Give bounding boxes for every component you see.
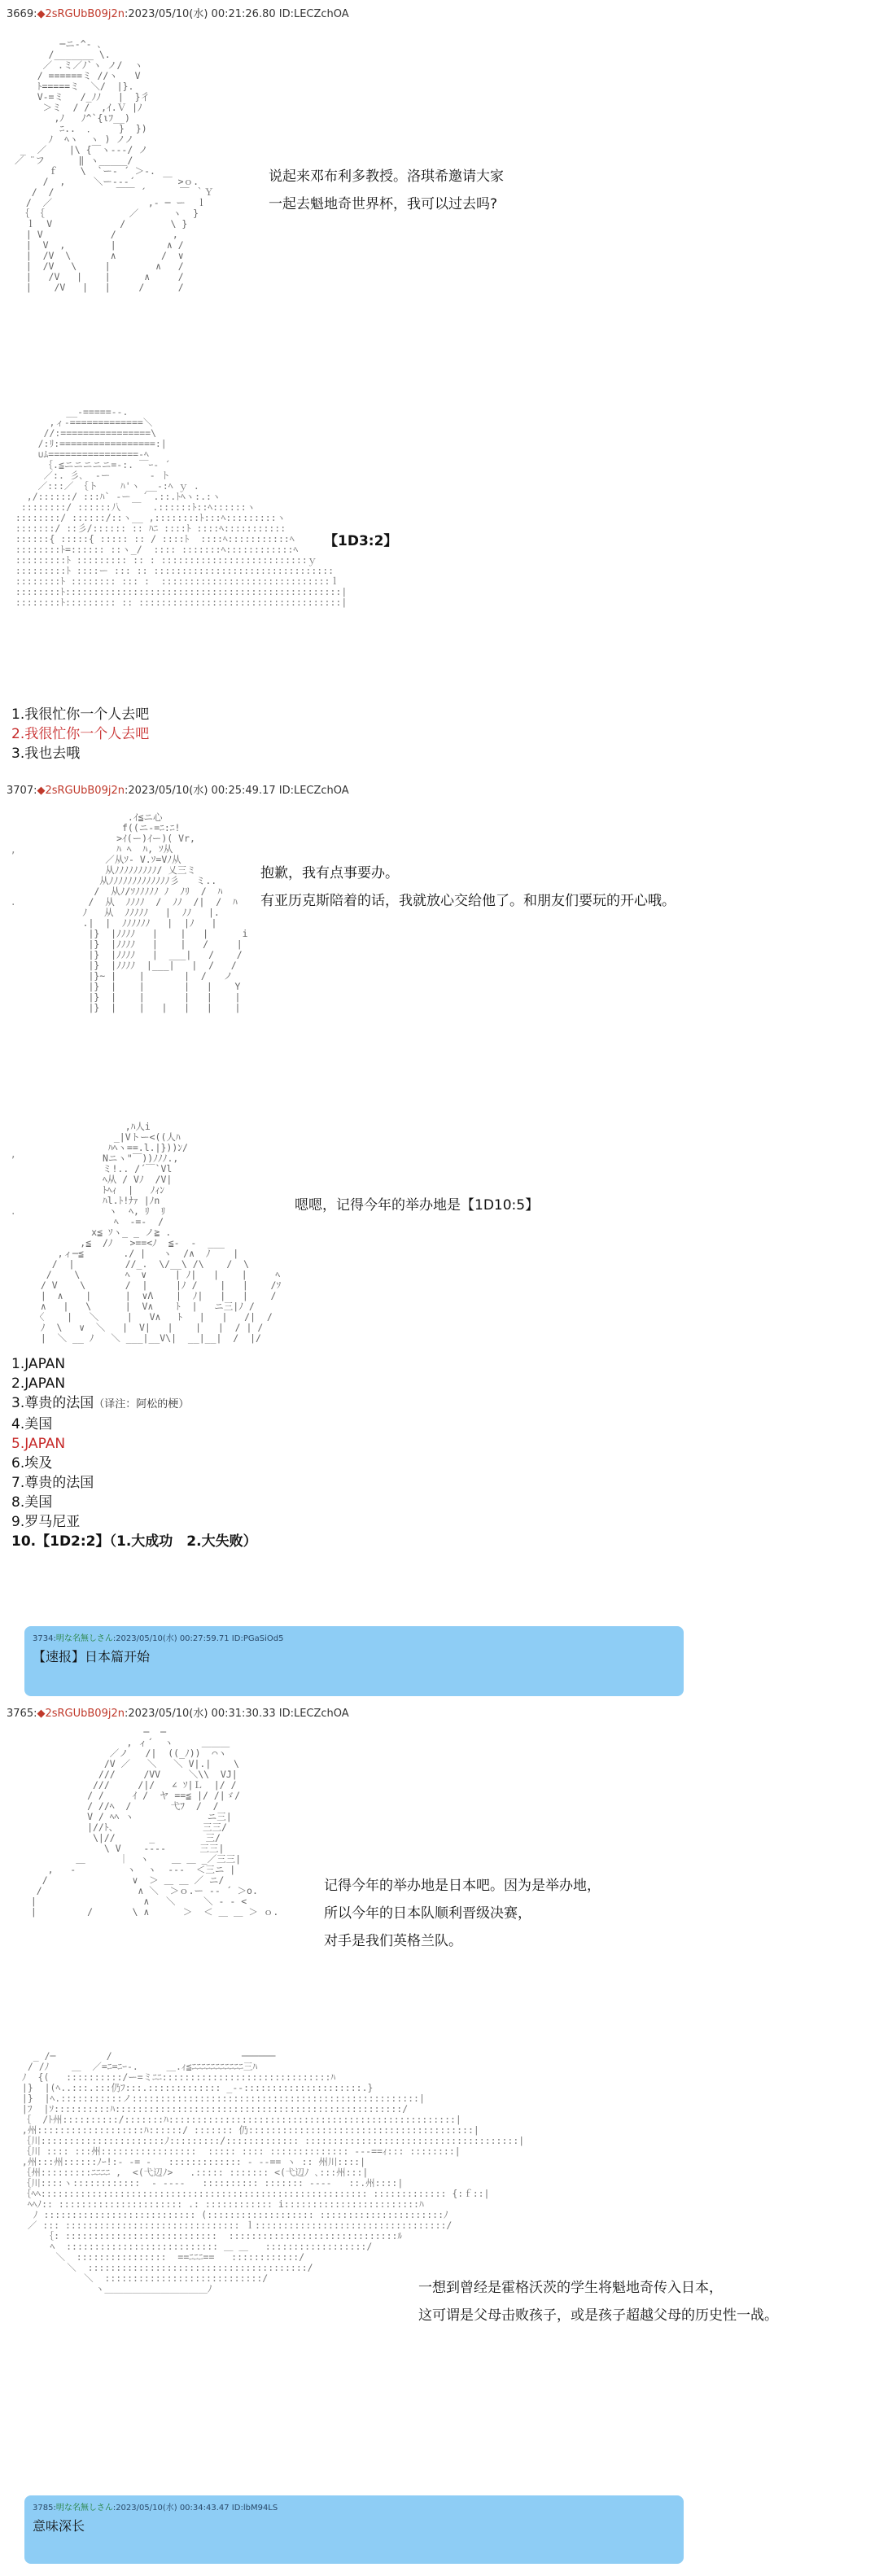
ascii-art-dumbledore-thinking: ─ ─ , ィ´ ヽ ＿＿＿ ／ノ /| ((_ﾉ)) ⌒ヽ /V ／ ＼ ＼ V|.| \ /// /VV ＼\\ VJ| /// /|/ ∠ ｿ|Ｌ |/ / / / ｲ / ヤ ==≦ |/ /|ゞ/ / //ﾍ / 弋ﾌ / / V / ﾍﾍ ヽ ニ三| |//ﾄ、 三三/ \|// _ 三/ \ V ‐‐‐‐ 三三| ＿ ｜ ヽ ＿ ＿ _／三三| , ‐ ヽ ヽ ‐‐‐ ＜三ニ | / ∨ ＞ ＿ ＿ ／ ニ/ / ∧ ＼ ＞ｏ.ー ‐‐ ´ ＞o. | ∧ ＼ ＼ - ‐ < | / \ ∧ ＞ ＜ ＿ ＿ ＞ ｏ. — [30, 1726, 279, 1918]
choice-item-selected: 2.我很忙你一个人去吧 — [11, 726, 150, 742]
reply-box — [24, 1626, 684, 1696]
post-meta: :2023/05/10(水) 00:21:26.80 ID:LECZchOA — [124, 8, 349, 20]
reply-number[interactable]: 3785: — [33, 2504, 56, 2513]
dialogue-block — [260, 859, 676, 915]
dialogue-block — [269, 163, 504, 218]
dialogue-line: 记得今年的举办地是日本吧。因为是举办地， — [324, 1878, 601, 1894]
choice-item: 3.我也去哦 — [11, 746, 81, 762]
dialogue-line: 这可谓是父母击败孩子，或是孩子超越父母的历史性一战。 — [418, 2307, 778, 2324]
reply-box — [24, 2495, 684, 2564]
dialogue-block — [324, 1872, 601, 1955]
tripcode: ◆2sRGUbB09j2n — [37, 1708, 125, 1720]
choice-list — [11, 705, 149, 763]
dialogue-line: 一起去魁地奇世界杯，我可以过去吗? — [269, 196, 498, 212]
choice-item-label: 3.尊贵的法国 — [11, 1395, 94, 1411]
choice-list — [11, 1354, 257, 1551]
post-meta: :2023/05/10(水) 00:31:30.33 ID:LECZchOA — [124, 1708, 349, 1720]
ascii-art-character-closeup: _ /─ / ────── / /ﾉ ＿ ／=ﾆ=ﾆｰ‐. ＿.ｨ≦ﾆﾆﾆﾆﾆﾆﾆﾆﾆﾆﾆ三ﾊ ﾉ {( ::::::::::/ー=ミﾆﾆ::::::::::::::::::::::::::::::ﾊ |} |(ﾍ..:::.:::仍ﾌ:::.::::::::::::: _‐-:::::::::::::::::::::.} |} |ﾍ.:::::::::::ノ:::::::::::::::::::::::::::::::::::::::::::::::::::| |ﾌ |ｿ::::::::::ﾊ:::::::::::::::::::::::::::::::::::::::::::::::::::/ ｛ /ﾄ州::::::::::/:::::::ﾊ:::::::::::::::::::::::::::::::::::::::::::::::::::| ,州:::::::::::::::::::ﾊ::::::/ ::::::: 仍::::::::::::::::::::::::::::::::::::::::| ｛川::::::::::::::::::::::ﾉ:::::::::/::::::::::::: ::::::::::::::::::::::::::::::::::::::| ｛川 :::: :::州::::::::::::::::: ::::: :::: :::::::::::::: ---==ｨ::: ::::::::| ,州:::州::::::ﾉｰ!:- -= ‐ ::::::::::::: ‐ ‐‐== ヽ :: 州川::::| ｛州:::::::::ﾆﾆﾆﾆ , <(弋辺ﾉ> .::::: ::::::: <(弋辺ﾉ ､:::州:::| ｛川::::ヽ:::::::::::: ‐ ---‐ :::::::::: ::::::: ‐‐-- ::.州::::| ｛ﾍﾍ:::::::::::::::::::::::::::::::::::::::::::::::::::::::::: ::::::::::::: {:ｆ::| ﾍﾍﾉ:: :::::::::::::::::::::: .: :::::::::::: i::::::::::::::::::::::::ﾊ ﾉ ::::::::::::::::::::::::::: (::::::::::::::::::: ::::::::::::::::::::::ﾉ ／ ::: ::::::::::::::::::::::::::::::: ｌ::::::::::::::::::::::::::::::::::/ ｛: ::::::::::::::::::::::::::: ::::::::::::::::::::::::::::::ﾙ ﾍ ::::::::::::::::::::::::::: ＿ ＿ ::::::::::::::::::/ ＼ :::::::::::::::: ==ﾆﾆﾆ== ::::::::::::/ ＼ :::::::::::::::::::::::::::::::::::::::/ ＼ ::::::::::::::::::::::::::::/ ヽ＿＿＿＿＿＿＿＿＿＿＿ﾉ — [21, 2050, 525, 2294]
choice-item — [11, 1393, 257, 1415]
choice-item: 10.【1D2:2】（1.大成功 2.大失败） — [11, 1533, 257, 1550]
dialogue-line: 嗯嗯，记得今年的举办地是【1D10:5】 — [295, 1197, 540, 1214]
dialogue-line: 有亚历克斯陪着的话，我就放心交给他了。和朋友们要玩的开心哦。 — [260, 893, 676, 909]
reply-body: 【速报】日本篇开始 — [33, 1649, 151, 1664]
dialogue-line: 抱歉，我有点事要办。 — [260, 865, 399, 881]
choice-item: 8.美国 — [11, 1494, 53, 1511]
dialogue-line: 一想到曾经是霍格沃茨的学生将魁地奇传入日本， — [418, 2280, 723, 2296]
reply-header — [33, 2500, 676, 2513]
choice-item: 1.我很忙你一个人去吧 — [11, 706, 150, 723]
side-mark: . — [11, 895, 15, 908]
reply-body: 意味深长 — [33, 2518, 85, 2534]
choice-item: 4.美国 — [11, 1416, 53, 1432]
reply-name: 明な名無しさん — [55, 2504, 113, 2513]
dialogue-block — [418, 2274, 778, 2329]
choice-item-selected: 5.JAPAN — [11, 1436, 66, 1452]
post-number[interactable]: 3707: — [7, 785, 37, 797]
tripcode: ◆2sRGUbB09j2n — [37, 785, 125, 797]
reply-meta: :2023/05/10(水) 00:34:43.47 ID:lbM94LS — [112, 2504, 278, 2513]
dice-roll-text: 【1D3:2】 — [324, 533, 398, 549]
post-number[interactable]: 3765: — [7, 1708, 37, 1720]
ascii-art-dumbledore-standing: .ｲ≦ニ心 f((ニ-=ﾆ:ﾆ! >ｲ(ー)ｲー)( Vr, ﾊ ﾍ ﾊ, ｿ从 ／从ｿ- V.ｿ=Vﾉ从 从ﾉﾉﾉﾉﾉﾉﾉﾉﾉ/ 乂三ミ 从ﾉﾉﾉﾉﾉﾉﾉﾉﾉﾉﾉﾉﾉ彡 ミ.. / 从ﾉ/ｿﾉﾉﾉﾉﾉ ﾉ ﾉﾘ / ﾊ / 从 ﾉﾉﾉﾉ / ﾉﾉ /| / ﾊ ﾉ 从 ﾉﾉﾉﾉﾉ | ﾉﾉ |. .| | ﾉﾉﾉﾉﾉﾉ | |ﾉ | |} |ﾉﾉﾉﾉ | | | i |} |ﾉﾉﾉﾉ | | / | |} |ﾉﾉﾉﾉ | ___| / / |} |ﾉﾉﾉﾉ |___| | / / |}~ | | | / ノ |} | | | | Y |} | | | | | |} | | | | | | — [82, 811, 248, 1013]
choice-item: 6.埃及 — [11, 1455, 53, 1472]
side-mark: , — [11, 1148, 15, 1161]
dice-result — [324, 527, 397, 555]
choice-item: 1.JAPAN — [11, 1356, 66, 1372]
dialogue-block — [295, 1192, 539, 1219]
post-header — [7, 5, 349, 20]
ascii-art-dumbledore: ─ニ-^‐ ､ /_______ \. ／ .ミ／ﾉ`ヽ ノ/ ヽ / ======ミ //ヽ V ﾄ=====ミ ＼/ |}. V-=ミ /_ﾉﾉ | }彳 ＞ミ / / ,ｲ.Ｖ |ﾉ ,ﾉ ﾉ^`{ιﾌ__) ﾆ.. ． } }) ﾉ ﾍヽ ヽ ) ノノ _ ／ |\ {￣ヽ--‐/ ノ ／ ¨フ ‖ ヽ_____/ ｆ \ `ー‐ ´ ＞-. / , ＼ー--‐´ ￣ >ｏ. / / ￣￣ ´ ￣ ｀Ｙ / ／ ,‐ ─ ー ｌ ｛ ｛ ／ ヽ } ｌ V / \ } | V / , | V , | ∧ / | /V \ ∧ / ∨ | /V \ | ∧ / | /V | | ∧ / | /V | | / / — [15, 38, 214, 293]
tripcode: ◆2sRGUbB09j2n — [37, 8, 125, 20]
ascii-art-character-smile: ,ﾊ人i _|Vトー<((人ﾊ ﾊﾍヽ==.l.|}))ﾝ/ Nニヽ"￣))ﾉﾉﾉ., ミ!.. /´￣`Vl ﾍ从 / Vﾉ /V| ﾄﾍｨ | ﾉｨﾝ ﾊl.ﾄ!ﾅｧ |ﾉn ヽ ﾍ, ﾘ ﾘ ﾍ -=- / x≦ ｿヽ_ _ ノ≧ . ,≦ /ﾉ >==<ﾉ ≦‐ - ___ ,ィ─≦ ./ | ヽ /∧ ﾉ | / | //_. \/__\ /\ / \ / \ ﾍ ∨ | ﾉ| | | ﾍ / V \ / | |ﾉ / | | /ｿ | ∧ | | ∨Λ | ﾉ| | | / ∧ | \ | V∧ ﾄ | ニ三|ﾉ / 〈 | ＼ | V∧ ﾄ | | /| / ﾉ \ ∨ ＼ | V| | | | / | / | ＼ __ ﾉ ＼ ___|__V\| __|__| / |/ — [34, 1121, 282, 1344]
choice-item: 9.罗马尼亚 — [11, 1514, 81, 1530]
post-header — [7, 1704, 349, 1720]
choice-item: 2.JAPAN — [11, 1375, 66, 1392]
reply-meta: :2023/05/10(水) 00:27:59.71 ID:PGaSiOd5 — [112, 1634, 284, 1643]
reply-header — [33, 1631, 676, 1643]
side-mark: , — [11, 843, 15, 856]
post-meta: :2023/05/10(水) 00:25:49.17 ID:LECZchOA — [124, 785, 349, 797]
dialogue-line: 对手是我们英格兰队。 — [324, 1933, 462, 1949]
dialogue-line: 说起来邓布利多教授。洛琪希邀请大家 — [269, 168, 504, 185]
dialogue-line: 所以今年的日本队顺利晋级决赛， — [324, 1905, 531, 1922]
post-header — [7, 781, 349, 797]
reply-name: 明な名無しさん — [55, 1634, 113, 1643]
ascii-art-character-dice: __-=====--. ,ィ-=============＼ //:================\ /:ﾘ:=================:| ∪ﾑ================-ﾍ ｛.≦ニニニニニ=-:. ￣ｰ‐ ´ ／:. 彡､ ‐ー ‐ ト ／:::／ ｛ト ﾊ'ヽ __-:ﾍ ｙ . ,/::::::/ :::ﾊ` ‐ー ´ .::.ﾄﾍヽ:.:ヽ ::::::::/ ::::::八 ￣ .::::::ﾄ::ﾍ::::::ヽ ::::::::/ ::::::/::ヽ__ ,::::::::ﾄ:::ﾍ:::::::::ヽ :::::::/ ::彡/:::::: :: ﾊﾆ ::::ﾄ ::::ﾍ::::::::::: ::::::{ :::::{ ::::: :: / ::::ﾄ ::::ﾍ:::::::::::ﾍ ::::::::ﾄ=:::::: ::ヽ_/ :::: :::::::ﾍ::::::::::::ﾍ :::::::::ﾄ ::::::::: :: : ::::::::::::::::::::::::::ｙ :::::::::ﾄ ::::ー ::: :: :::::::::::::::::::::::::::::::: ::::::::ﾄ :::::::: ::: : ::::::::::::::::::::::::::::::ｌ ::::::::ﾄ:::::::::::::::::::::::::::::::::::::::::::::::::| ::::::::ﾄ::::::::: :: ::::::::::::::::::::::::::::::::::::| — [15, 406, 348, 608]
side-mark: . — [11, 1205, 15, 1218]
choice-item: 7.尊贵的法国 — [11, 1475, 94, 1491]
reply-number[interactable]: 3734: — [33, 1634, 56, 1643]
translator-note: （译注：阿松的梗） — [94, 1398, 190, 1410]
post-number[interactable]: 3669: — [7, 8, 37, 20]
